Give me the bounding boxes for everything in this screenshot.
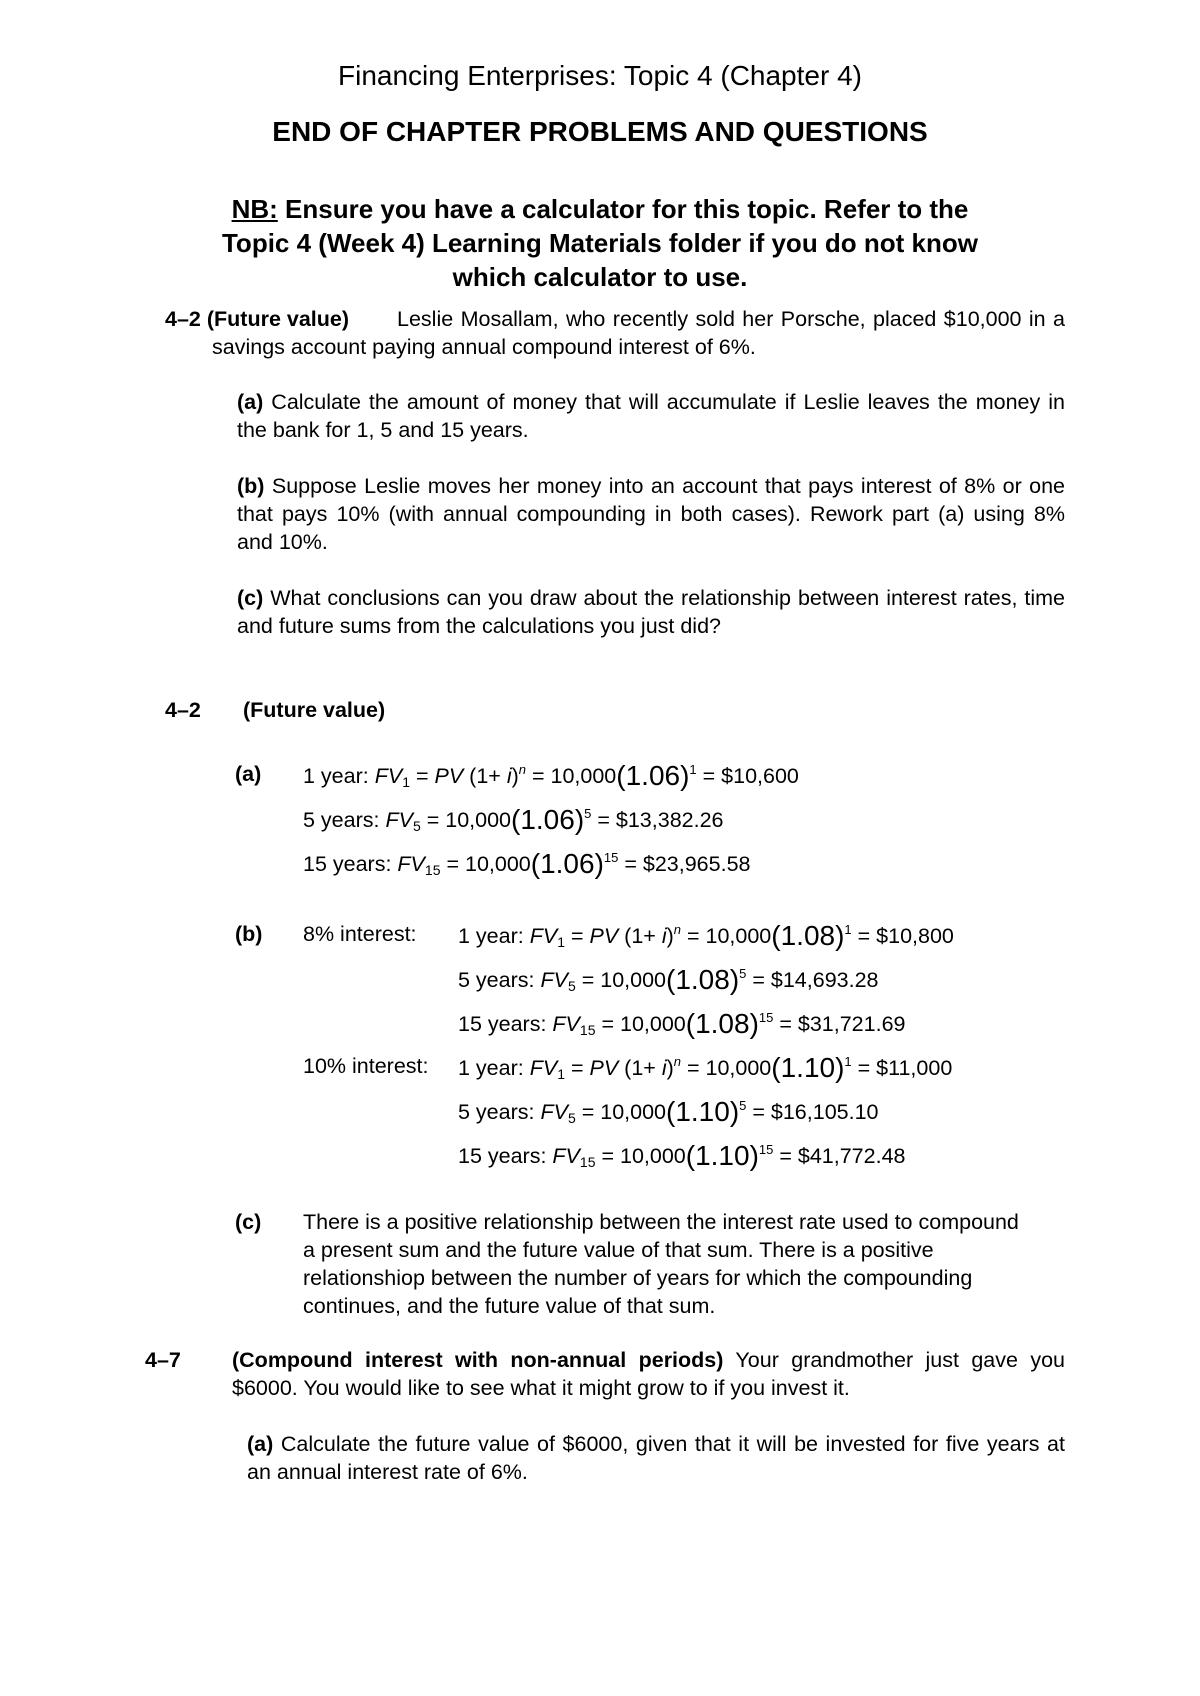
part-label: (a) (247, 1432, 274, 1456)
notice-line-3: which calculator to use. (452, 262, 748, 292)
part-label: (c) (237, 586, 264, 610)
solution-b10-1-year: 1 year: $FV_1$ = PV $(1+ i)^n = 10,000(1.10)^1$ = $11,000 (458, 1052, 953, 1083)
solution-b8-5-years: 5 years: $FV_5 = 10,000(1.08)^5$ = $14,693.28 (458, 964, 879, 995)
solution-a-1-year: 1 year: $FV_1$ = PV $(1+ i)^n = 10,000(1.06)^1$ = $10,600 (303, 760, 799, 791)
part-text: Suppose Leslie moves her money into an account that pays interest of 8% or one that pays 10% (with annual compounding in both cases). Rework part (a) using 8% and 10%. (237, 474, 1066, 554)
part-label: (b) (237, 474, 265, 498)
page-title: Financing Enterprises: Topic 4 (Chapter 4) (338, 60, 862, 91)
solution-part-c-text: There is a positive relationship between the interest rate used to compound a present sum and the future value of that sum. There is a positive relationshiop between the number of years for which the compounding continues, and the future value of that sum. (303, 1210, 1019, 1318)
solution-a-5-years: 5 years: $FV_5 = 10,000(1.06)^5$ = $13,382.26 (303, 804, 724, 835)
question-4-2-part-a (237, 388, 1065, 444)
notice-line-2: Topic 4 (Week 4) Learning Materials folder if you do not know (221, 228, 979, 258)
solution-b8-15-years: 15 years: $FV_{15} = 10,000(1.08)^{15}$ = $31,721.69 (458, 1008, 906, 1039)
solution-b10-15-years: 15 years: $FV_{15} = 10,000(1.10)^{15}$ = $41,772.48 (458, 1140, 906, 1171)
question-4-7-part-a (247, 1430, 1065, 1486)
question-4-7 (232, 1346, 1065, 1402)
calculator-notice (0, 192, 1200, 294)
solution-number: 4–2 (165, 698, 201, 722)
solution-heading: (Future value) (243, 698, 386, 722)
solution-b10-5-years: 5 years: $FV_5 = 10,000(1.10)^5$ = $16,105.10 (458, 1096, 879, 1127)
part-text: Calculate the future value of $6000, given that it will be invested for five years at an annual interest rate of 6%. (247, 1432, 1065, 1484)
solution-b8-1-year: 1 year: $FV_1$ = PV $(1+ i)^n = 10,000(1.08)^1$ = $10,800 (458, 920, 954, 951)
solution-a-15-years: 15 years: $FV_{15} = 10,000(1.06)^{15}$ = $23,965.58 (303, 848, 751, 879)
page-subtitle: END OF CHAPTER PROBLEMS AND QUESTIONS (272, 116, 928, 147)
question-number: 4–2 (165, 307, 201, 331)
question-4-2-part-b (237, 472, 1065, 556)
b-8-percent-label: 8% interest: (303, 922, 417, 946)
question-4-7-number: 4–7 (145, 1348, 181, 1372)
part-text: What conclusions can you draw about the relationship between interest rates, time and future sums from the calculations you just did? (237, 586, 1065, 638)
b-10-percent-label: 10% interest: (303, 1054, 429, 1078)
nb-label: NB: (231, 194, 278, 224)
part-label: (a) (237, 390, 264, 414)
part-text: Calculate the amount of money that will accumulate if Leslie leaves the money in the bank for 1, 5 and 15 years. (237, 390, 1065, 442)
solution-part-b-label: (b) (235, 922, 263, 946)
solution-part-a-label: (a) (235, 762, 262, 786)
notice-line-1: Ensure you have a calculator for this topic. Refer to the (277, 194, 969, 224)
solution-part-c-label: (c) (235, 1210, 262, 1234)
question-heading: (Future value) (206, 307, 350, 331)
question-text: Your grandmother just gave you $6000. You would like to see what it might grow to if you invest it. (232, 1348, 1066, 1400)
question-heading: (Compound interest with non-annual periods) (232, 1348, 724, 1372)
question-4-2-part-c (237, 584, 1065, 640)
question-4-2-text: Leslie Mosallam, who recently sold her Porsche, placed $10,000 in a savings account paying annual compound interest of 6%. (212, 307, 1065, 359)
